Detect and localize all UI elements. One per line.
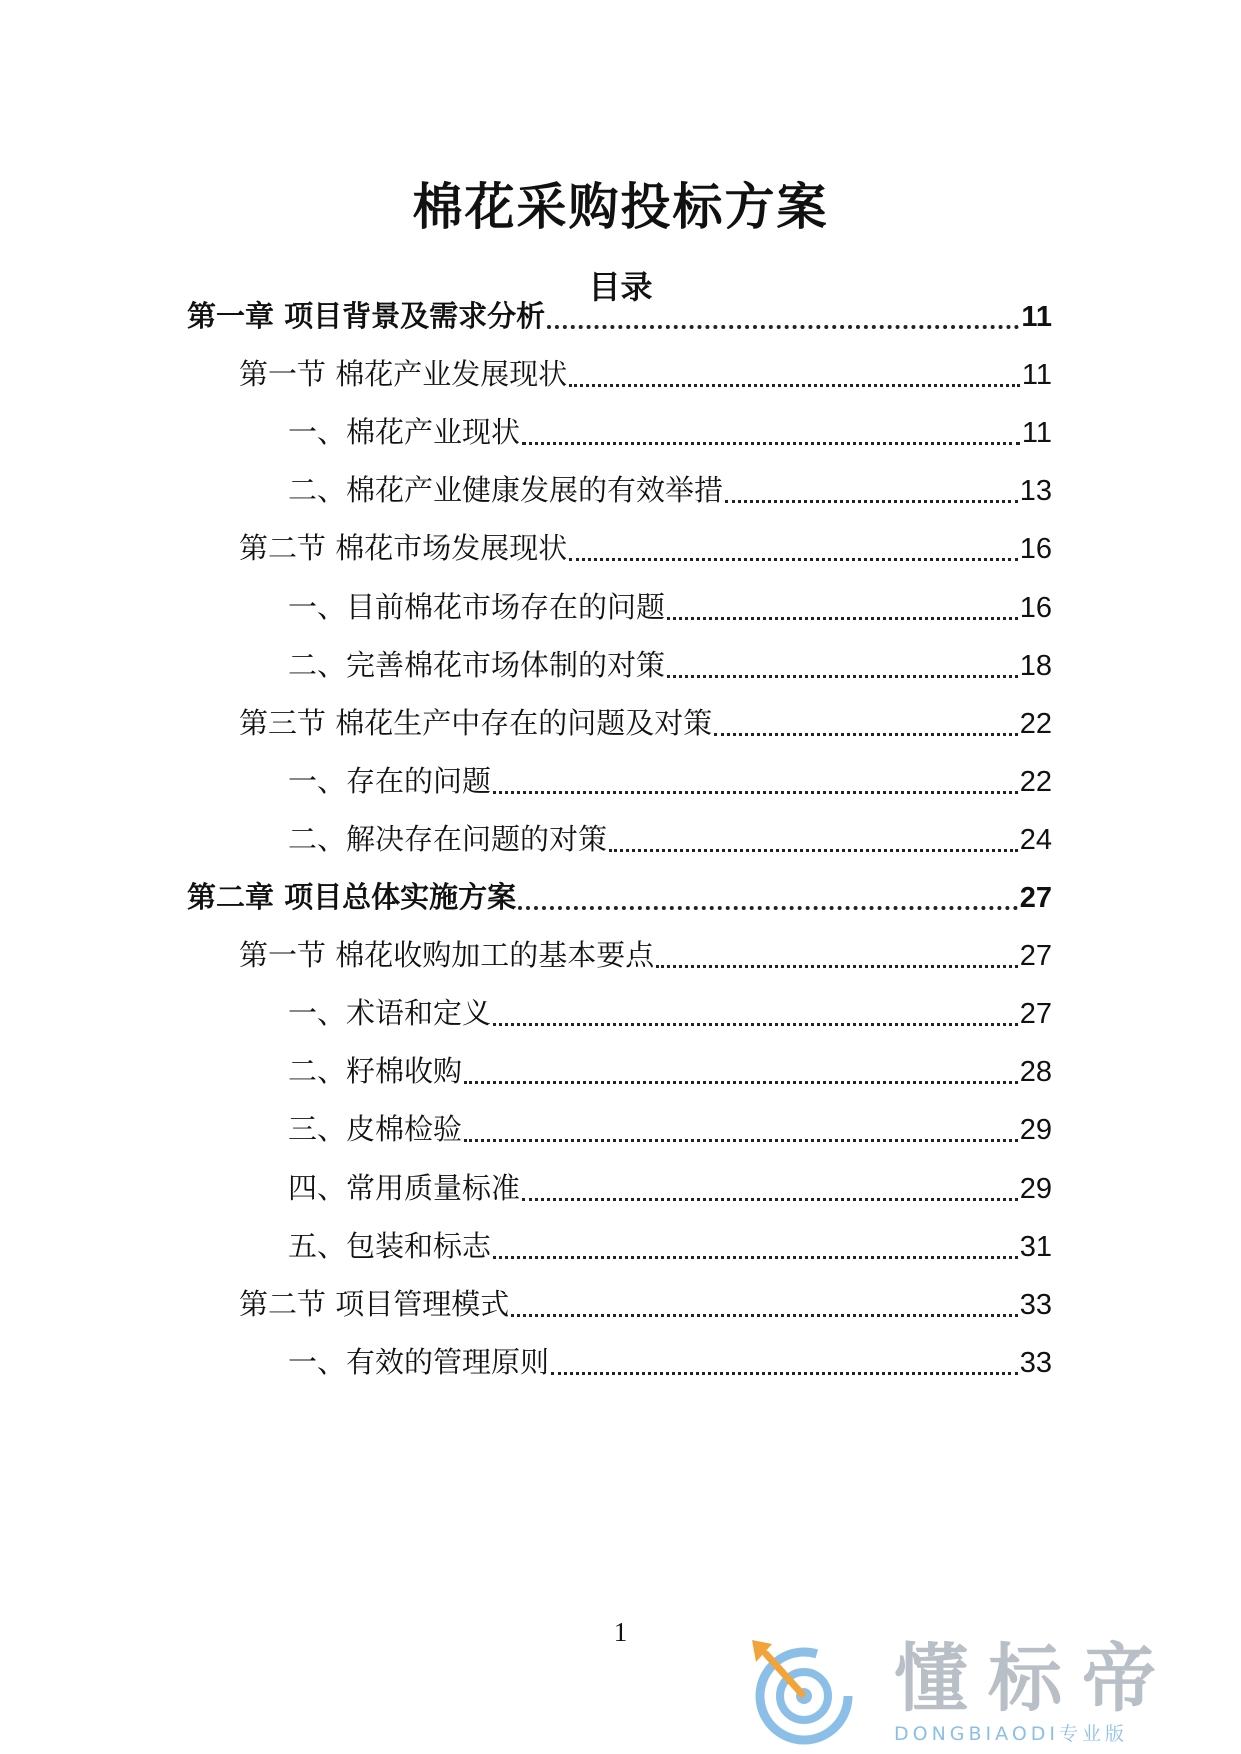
watermark-brand-name: 懂标帝 (894, 1636, 1176, 1722)
toc-entry-level-3[interactable] (288, 585, 1052, 629)
toc-entry-level-3[interactable] (288, 1107, 1052, 1151)
toc-dot-leader (609, 849, 1018, 852)
toc-entry-page-number: 22 (1019, 708, 1052, 740)
toc-entry-title: 一、目前棉花市场存在的问题 (288, 590, 666, 624)
page-number: 1 (613, 1617, 628, 1647)
toc-entry-title: 第一节 棉花产业发展现状 (239, 357, 568, 391)
toc-entry-level-3[interactable] (288, 1340, 1052, 1384)
toc-dot-leader (551, 1372, 1018, 1375)
toc-entry-level-2[interactable] (239, 352, 1052, 396)
toc-entry-title: 一、术语和定义 (288, 996, 492, 1030)
toc-entry-page-number: 27 (1019, 998, 1052, 1030)
toc-entry-page-number: 11 (1021, 359, 1052, 391)
toc-dot-leader (725, 500, 1018, 503)
toc-entry-page-number: 31 (1019, 1231, 1052, 1263)
toc-entry-page-number: 27 (1019, 882, 1052, 914)
toc-entry-page-number: 29 (1019, 1114, 1052, 1146)
toc-entry-title: 第二节 项目管理模式 (239, 1287, 510, 1321)
toc-dot-leader (511, 1314, 1018, 1317)
toc-entry-page-number: 13 (1019, 475, 1052, 507)
toc-entry-level-2[interactable] (239, 701, 1052, 745)
toc-entry-level-3[interactable] (288, 643, 1052, 687)
watermark-subtitle: DONGBIAODI专业版 (894, 1723, 1129, 1745)
toc-entry-level-3[interactable] (288, 759, 1052, 803)
toc-entry-title: 第一节 棉花收购加工的基本要点 (239, 938, 655, 972)
toc-entry-title: 第二章 项目总体实施方案 (187, 880, 517, 914)
toc-entry-title: 二、棉花产业健康发展的有效举措 (288, 473, 724, 507)
toc-dot-leader (522, 442, 1020, 445)
toc-dot-leader (656, 965, 1018, 968)
toc-dot-leader (714, 733, 1018, 736)
toc-entry-level-3[interactable] (288, 468, 1052, 512)
toc-dot-leader (464, 1139, 1018, 1142)
toc-entry-level-1[interactable] (187, 875, 1052, 919)
toc-entry-title: 二、解决存在问题的对策 (288, 822, 608, 856)
toc-entry-page-number: 33 (1019, 1347, 1052, 1379)
toc-dot-leader (493, 791, 1018, 794)
toc-entry-title: 第一章 项目背景及需求分析 (187, 299, 546, 333)
toc-entry-level-3[interactable] (288, 410, 1052, 454)
document-title: 棉花采购投标方案 (412, 178, 829, 236)
toc-entry-level-3[interactable] (288, 991, 1052, 1035)
toc-dot-leader (569, 384, 1020, 387)
watermark (744, 1636, 1234, 1748)
toc-entry-title: 五、包装和标志 (288, 1229, 492, 1263)
toc-entry-level-2[interactable] (239, 933, 1052, 977)
toc-dot-leader (569, 558, 1018, 561)
toc-entry-title: 一、有效的管理原则 (288, 1345, 550, 1379)
toc-entry-level-3[interactable] (288, 1049, 1052, 1093)
toc-dot-leader (464, 1081, 1018, 1084)
toc-entry-level-3[interactable] (288, 817, 1052, 861)
toc-entry-title: 一、存在的问题 (288, 764, 492, 798)
toc-entry-page-number: 16 (1019, 533, 1052, 565)
toc-entry-level-2[interactable] (239, 526, 1052, 570)
toc-entry-title: 二、籽棉收购 (288, 1054, 463, 1088)
toc-dot-leader (522, 1198, 1018, 1201)
toc-dot-leader (667, 617, 1018, 620)
toc-entry-title: 二、完善棉花市场体制的对策 (288, 648, 666, 682)
toc-entry-page-number: 33 (1019, 1289, 1052, 1321)
toc-heading: 目录 (588, 268, 653, 306)
toc-entry-page-number: 18 (1019, 650, 1052, 682)
toc-entry-level-2[interactable] (239, 1282, 1052, 1326)
toc-entry-page-number: 29 (1019, 1173, 1052, 1205)
toc-entry-page-number: 22 (1019, 766, 1052, 798)
toc-entry-page-number: 27 (1019, 940, 1052, 972)
toc-entry-page-number: 24 (1019, 824, 1052, 856)
toc-entry-page-number: 11 (1021, 301, 1052, 333)
toc-entry-title: 一、棉花产业现状 (288, 415, 521, 449)
target-arrow-icon (744, 1636, 864, 1748)
toc-dot-leader (547, 325, 1019, 329)
toc-entry-title: 第三节 棉花生产中存在的问题及对策 (239, 706, 713, 740)
toc-dot-leader (493, 1256, 1018, 1259)
toc-entry-level-3[interactable] (288, 1224, 1052, 1268)
toc-entry-title: 四、常用质量标准 (288, 1171, 521, 1205)
toc-dot-leader (493, 1023, 1018, 1026)
toc-entry-page-number: 28 (1019, 1056, 1052, 1088)
toc-dot-leader (518, 906, 1018, 910)
toc-entry-level-1[interactable] (187, 294, 1052, 338)
toc-entry-title: 三、皮棉检验 (288, 1112, 463, 1146)
toc-entry-page-number: 16 (1019, 592, 1052, 624)
toc-entry-level-3[interactable] (288, 1166, 1052, 1210)
toc-entry-title: 第二节 棉花市场发展现状 (239, 531, 568, 565)
toc-dot-leader (667, 675, 1018, 678)
toc-entry-page-number: 11 (1021, 417, 1052, 449)
